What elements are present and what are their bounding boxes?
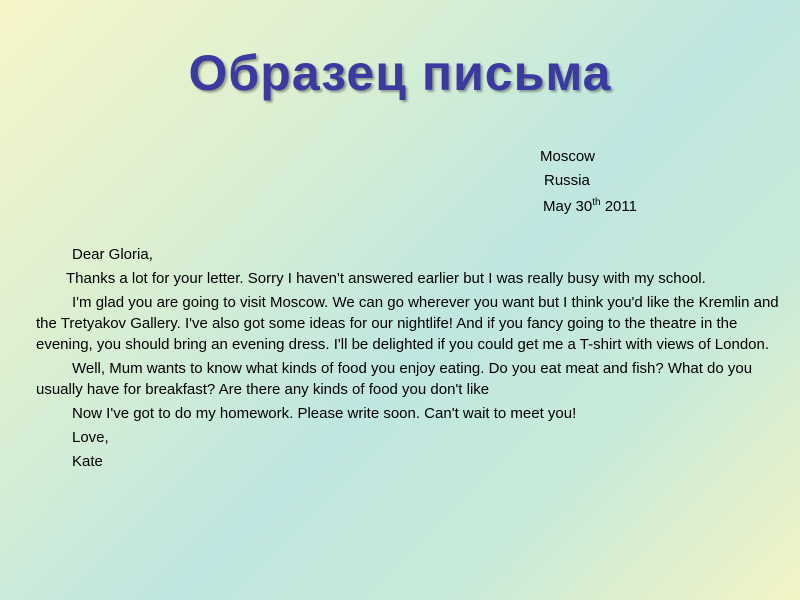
date-day: May 30 — [543, 198, 593, 215]
date-ordinal: th — [592, 197, 601, 208]
letter-date — [543, 198, 637, 216]
paragraph-text: Thanks a lot for your letter. Sorry I haven't answered earlier but I was really busy with my school. — [66, 270, 706, 287]
address-city: Moscow — [540, 148, 596, 165]
date-year: 2011 — [600, 198, 637, 215]
letter-paragraph — [36, 292, 796, 355]
letter-paragraph — [36, 268, 796, 289]
paragraph-text: I'm glad you are going to visit Moscow. We can go wherever you want but I think you'd like the Kremlin and the Tretyakov Gallery. I've also got some ideas for our nightlife! And if you fancy going to the theatre in the evening, you should bring an evening dress. I'll be delighted if you could get me a T-shirt with views of London. — [36, 294, 779, 353]
letter-paragraph: Now I've got to do my homework. Please write soon. Can't wait to meet you! — [72, 405, 577, 422]
letter-body — [36, 244, 796, 475]
letter-paragraph — [36, 358, 796, 400]
address-country: Russia — [544, 172, 590, 189]
paragraph-text: Well, Mum wants to know what kinds of food you enjoy eating. Do you eat meat and fish? What do you usually have for breakfast? Are there any kinds of food you don't like — [36, 360, 753, 398]
letter-signature: Kate — [72, 453, 103, 470]
letter-greeting: Dear Gloria, — [72, 246, 153, 263]
letter-closing: Love, — [72, 429, 109, 446]
page-title: Образец письма — [188, 45, 612, 101]
